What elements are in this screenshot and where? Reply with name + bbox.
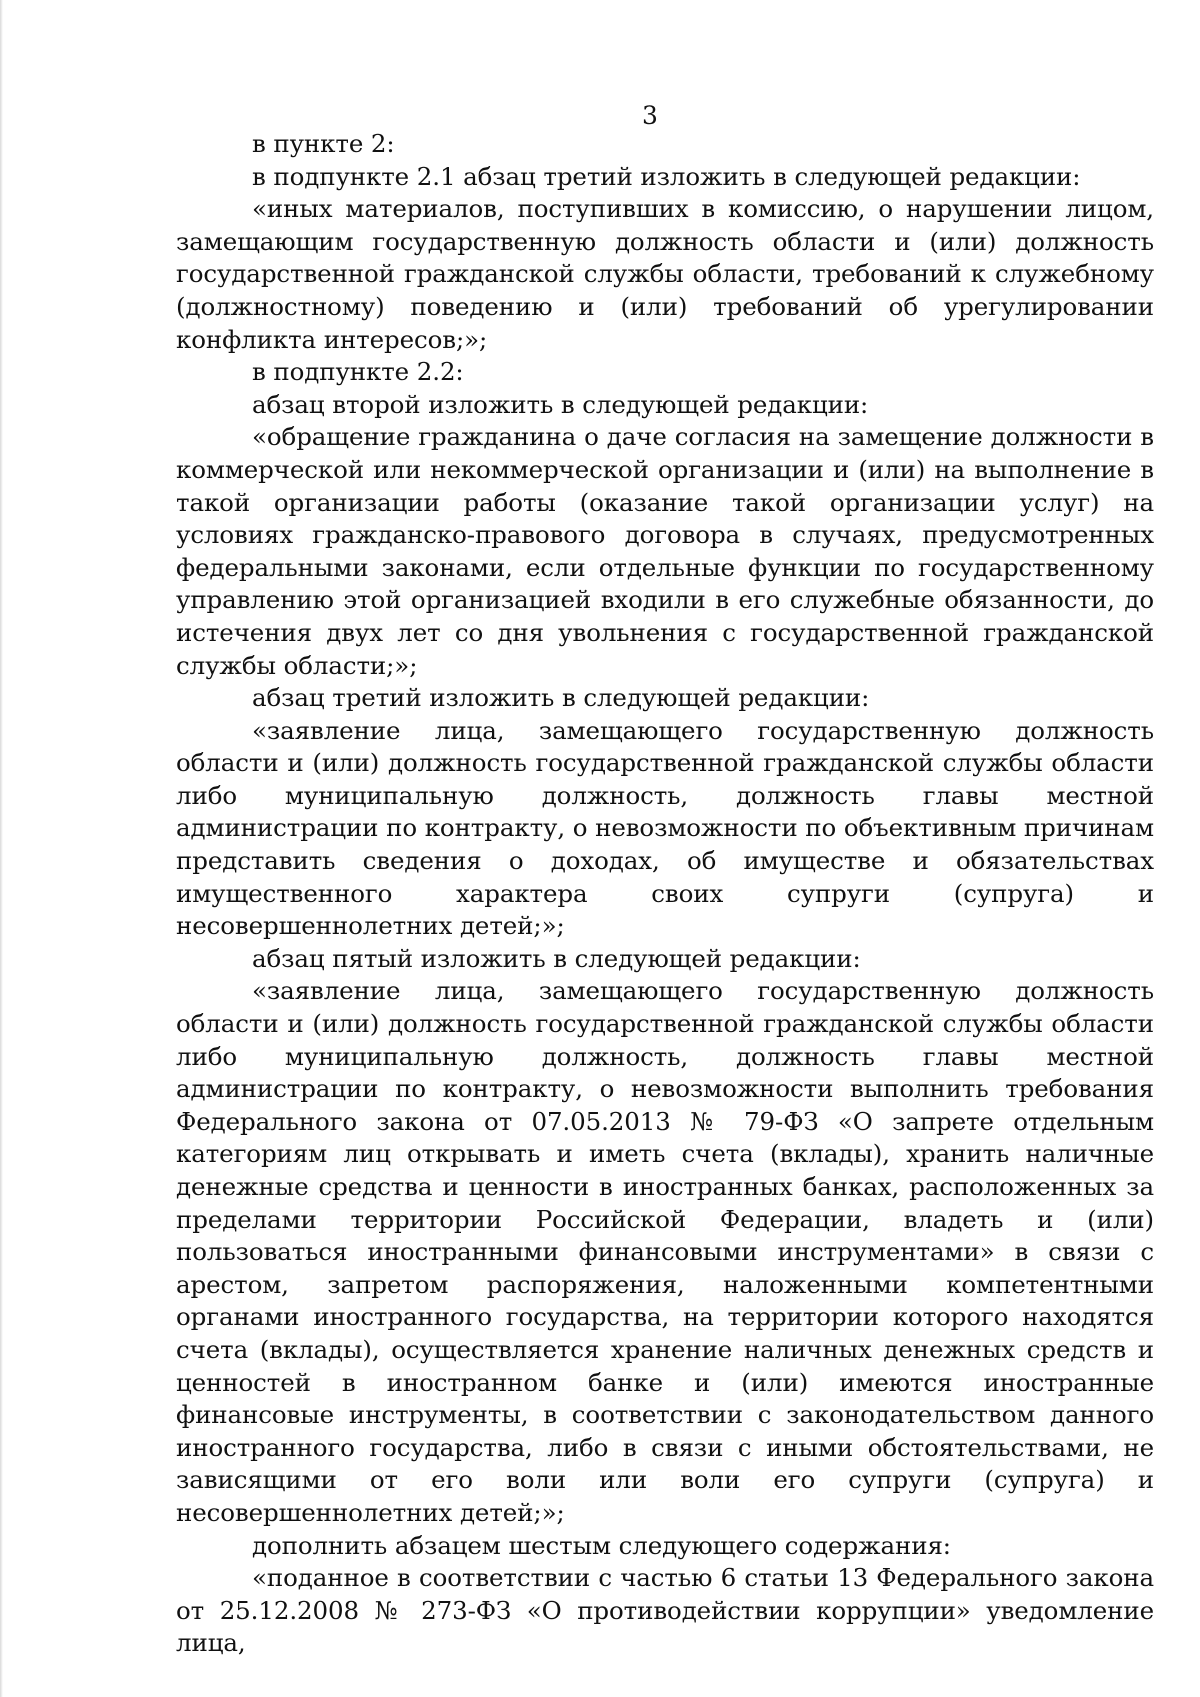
document-body xyxy=(176,128,1154,1660)
paragraph: «поданное в соответствии с частью 6 статьи 13 Федерального закона от 25.12.2008 № 273-ФЗ «О противодействии коррупции» уведомление лица, xyxy=(176,1563,1154,1658)
paragraph: «иных материалов, поступивших в комиссию, о нарушении лицом, замещающим государственную должность области и (или) должность государственной гражданской службы области, требований к служебному (должностному) поведению и (или) требований об урегулировании конфликта интересов;»; xyxy=(176,194,1154,354)
paragraph: абзац пятый изложить в следующей редакции: xyxy=(252,943,861,973)
paragraph: дополнить абзацем шестым следующего содержания: xyxy=(252,1530,951,1560)
paragraph: в пункте 2: xyxy=(252,129,395,158)
paragraph: абзац второй изложить в следующей редакции: xyxy=(252,389,869,419)
scan-edge xyxy=(0,0,3,1697)
paragraph: «заявление лица, замещающего государственную должность области и (или) должность государственной гражданской службы области либо муниципальную должность, должность главы местной администрации по контракту, о невозможности выполнить требования Федерального закона от 07.05.2013 № 79-ФЗ «О запрете отдельным категориям лиц открывать и иметь счета (вклады), хранить наличные денежные средства и ценности в иностранных банках, расположенных за пределами территории Российской Федерации, владеть и (или) пользоваться иностранными финансовыми инструментами» в связи с арестом, запретом распоряжения, наложенными компетентными органами иностранного государства, на территории которого находятся счета (вклады), осуществляется хранение наличных денежных средств и ценностей в иностранном банке и (или) имеются иностранные финансовые инструменты, в соответствии с законодательством данного иностранного государства, либо в связи с иными обстоятельствами, не зависящими от его воли или воли его супруги (супруга) и несовершеннолетних детей;»; xyxy=(176,976,1154,1527)
paragraph: в подпункте 2.2: xyxy=(252,357,464,387)
paragraph: в подпункте 2.1 абзац третий изложить в следующей редакции: xyxy=(252,161,1081,191)
paragraph: «обращение гражданина о даче согласия на замещение должности в коммерческой или некоммерческой организации и (или) на выполнение в такой организации работы (оказание такой организации услуг) на условиях гражданско-правового договора в случаях, предусмотренных федеральными законами, если отдельные функции по государственному управлению этой организацией входили в его служебные обязанности, до истечения двух лет со дня увольнения с государственной гражданской службы области;»; xyxy=(176,422,1154,680)
paragraph: «заявление лица, замещающего государственную должность области и (или) должность государственной гражданской службы области либо муниципальную должность, должность главы местной администрации по контракту, о невозможности по объективным причинам представить сведения о доходах, об имуществе и обязательствах имущественного характера своих супруги (супруга) и несовершеннолетних детей;»; xyxy=(176,715,1154,941)
page-number: 3 xyxy=(642,101,658,130)
paragraph: абзац третий изложить в следующей редакции: xyxy=(252,683,870,713)
